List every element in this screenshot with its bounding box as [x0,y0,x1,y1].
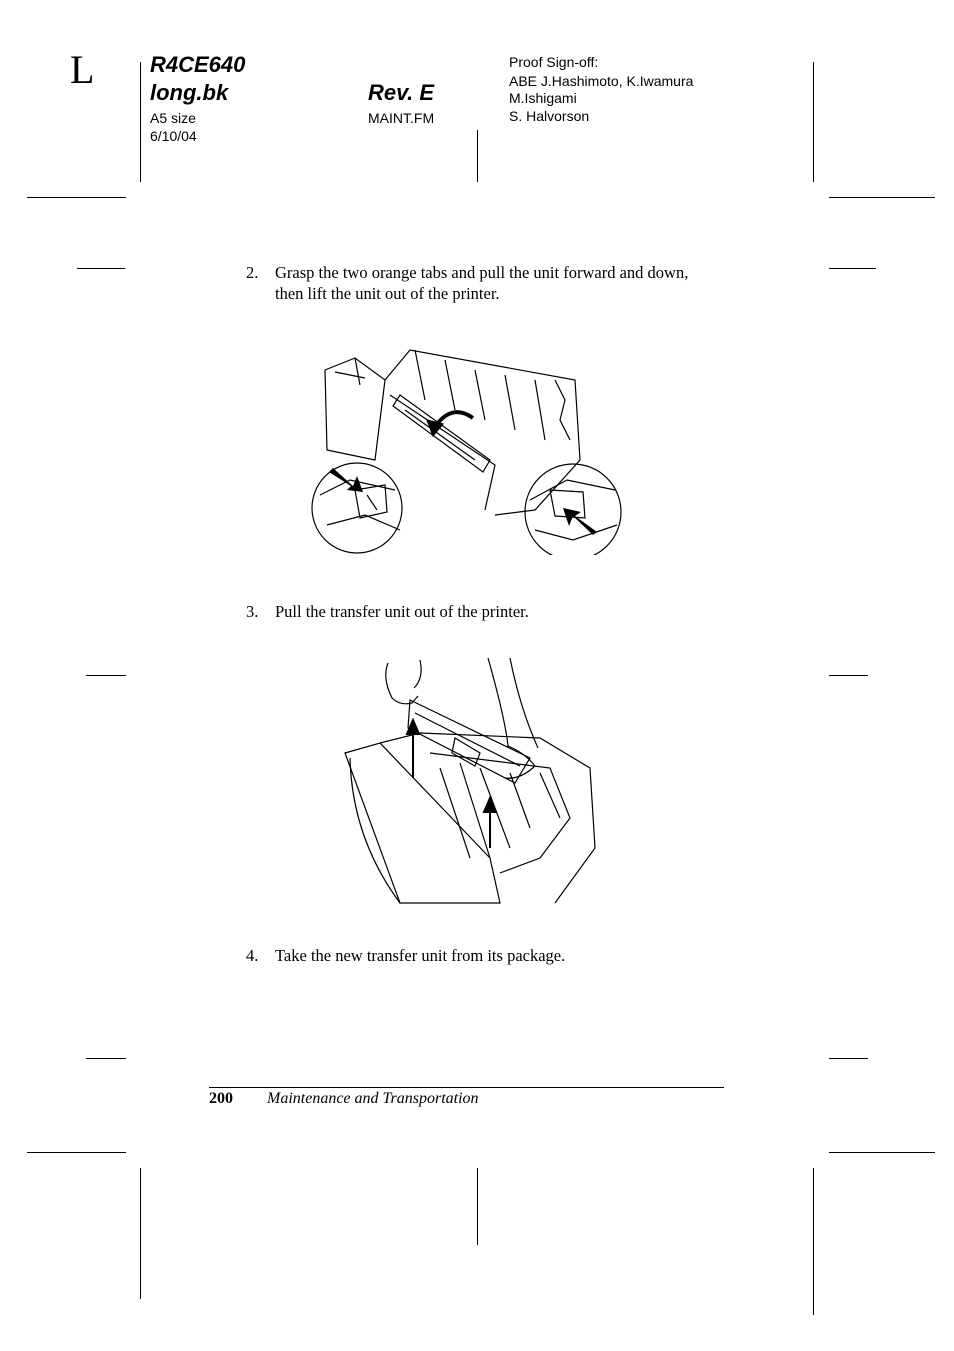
proof-name-3: S. Halvorson [509,108,590,124]
proof-name-2: M.Ishigami [509,90,577,106]
step-number: 2. [246,263,259,282]
revision: Rev. E [368,80,435,105]
crop-mark-bottom-right-vertical [813,1168,814,1315]
step-number: 4. [246,946,259,965]
book-name: long.bk [150,80,229,105]
margin-mark-right-2 [829,675,868,676]
step-2 [0,262,954,306]
page-number: 200 [209,1090,233,1107]
step-text: Pull the transfer unit out of the printer. [275,602,529,621]
corner-letter: L [70,47,95,92]
book-code: R4CE640 [150,52,246,77]
illustration-pull-transfer-unit [340,658,600,908]
proof-signoff-label: Proof Sign-off: [509,54,599,70]
crop-mark-bottom-right-horizontal [829,1152,935,1153]
crop-mark-bottom-left-horizontal [27,1152,126,1153]
page-size: A5 size [150,110,196,126]
crop-mark-top-right-vertical [813,62,814,182]
margin-mark-right-3 [829,1058,868,1059]
print-date: 6/10/04 [150,128,197,144]
footer-rule [209,1087,724,1088]
crop-mark-top-left-vertical [140,62,141,182]
illustration-remove-unit [305,340,630,555]
file-name: MAINT.FM [368,110,435,126]
section-title: Maintenance and Transportation [267,1090,479,1107]
crop-mark-top-right-horizontal [829,197,935,198]
step-text: Grasp the two orange tabs and pull the unit forward and down, then lift the unit out of the printer. [275,263,689,303]
crop-mark-bottom-center-vertical [477,1168,478,1245]
crop-mark-bottom-left-vertical [140,1168,141,1299]
step-text: Take the new transfer unit from its package. [275,946,566,965]
crop-mark-top-left-horizontal [27,197,126,198]
margin-mark-left-3 [86,1058,126,1059]
step-4 [0,945,954,967]
crop-mark-top-center-vertical [477,130,478,182]
step-3 [0,601,954,623]
margin-mark-left-2 [86,675,126,676]
proof-name-1: ABE J.Hashimoto, K.Iwamura [509,73,694,89]
step-number: 3. [246,602,259,621]
